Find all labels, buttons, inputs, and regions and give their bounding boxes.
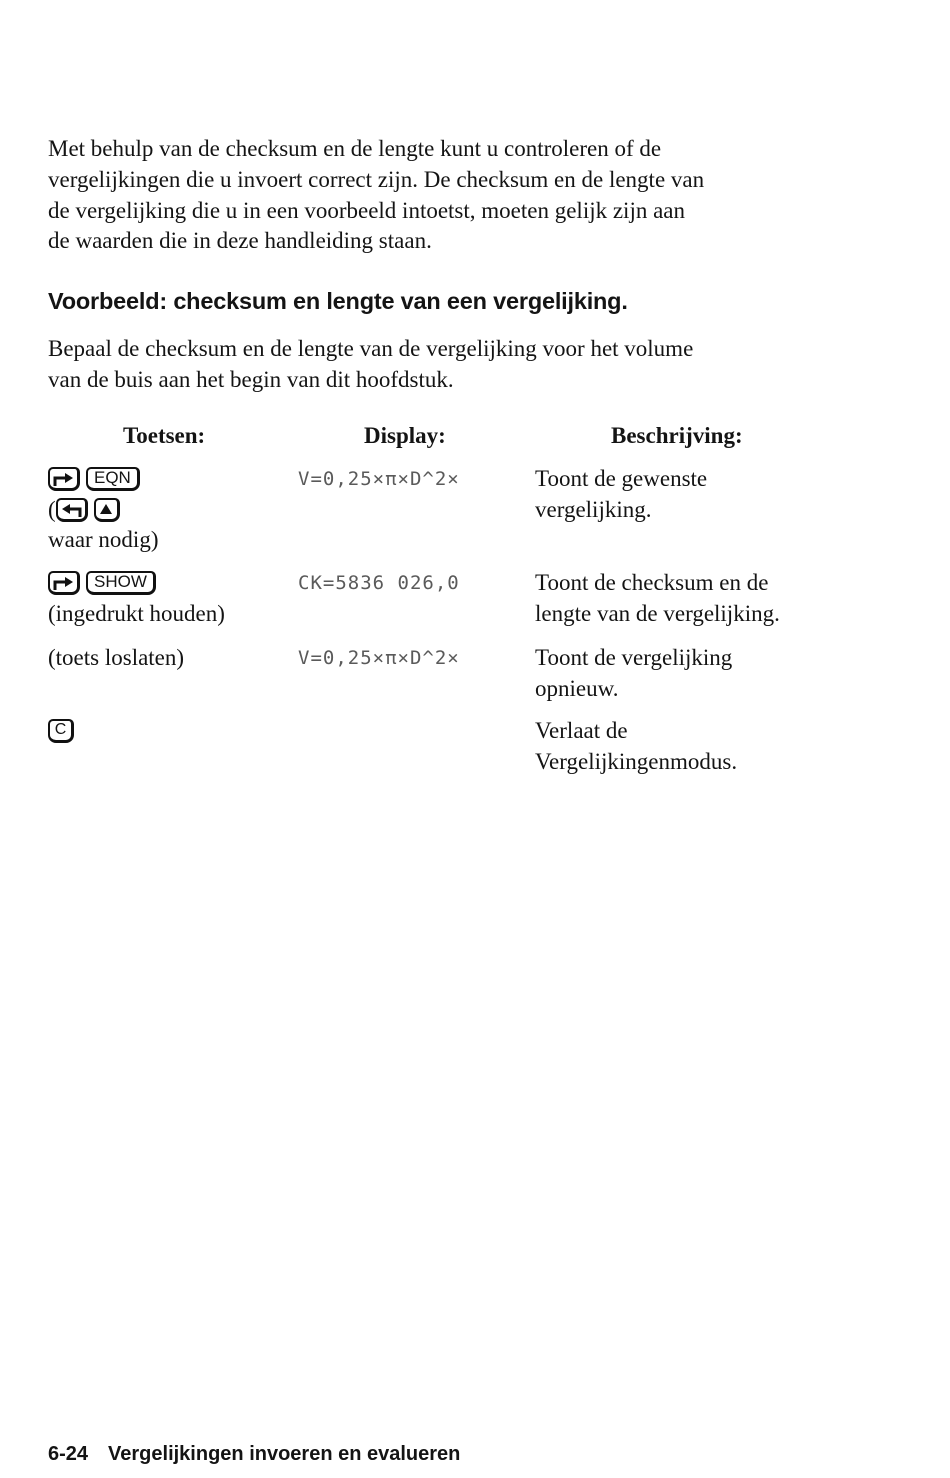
description-line: Verlaat de: [535, 718, 628, 743]
description-cell: [535, 568, 855, 629]
example-intro-paragraph: [48, 334, 848, 396]
description-line: Toont de vergelijking: [535, 645, 733, 670]
right-shift-key-icon: [48, 467, 80, 491]
example-intro-line: Bepaal de checksum en de lengte van de vergelijking voor het volume: [48, 336, 694, 361]
keys-cell: [48, 716, 74, 747]
keys-cell: [48, 643, 184, 674]
description-cell: [535, 643, 855, 704]
example-intro-line: van de buis aan het begin van dit hoofdstuk.: [48, 366, 454, 392]
up-arrow-key-icon: [94, 498, 120, 522]
right-shift-key-icon: [48, 571, 80, 595]
column-header-keys: Toetsen:: [123, 423, 206, 448]
show-key: SHOW: [86, 571, 156, 595]
eqn-key: EQN: [86, 467, 140, 491]
intro-line: Met behulp van de checksum en de lengte kunt u controleren of de: [48, 136, 662, 161]
keys-note: (toets loslaten): [48, 645, 185, 670]
intro-line: vergelijkingen die u invoert correct zijn. De checksum en de lengte van: [48, 166, 705, 192]
keys-cell: [48, 568, 225, 629]
column-header-description: Beschrijving:: [611, 423, 743, 448]
example-heading: Voorbeeld: checksum en lengte van een vergelijking.: [48, 288, 628, 314]
display-readout: V=0,25×π×D^2×: [298, 647, 460, 669]
description-line: lengte van de vergelijking.: [535, 600, 780, 626]
keys-note: waar nodig): [48, 527, 159, 552]
intro-line: de vergelijking die u in een voorbeeld intoetst, moeten gelijk zijn aan: [48, 197, 686, 223]
description-cell: [535, 716, 855, 777]
display-readout: V=0,25×π×D^2×: [298, 468, 460, 490]
description-cell: [535, 464, 855, 525]
left-shift-key-icon: [56, 498, 88, 522]
description-line: Toont de gewenste: [535, 466, 708, 491]
description-line: Vergelijkingenmodus.: [535, 748, 738, 774]
column-header-display: Display:: [364, 423, 446, 448]
description-line: vergelijking.: [535, 496, 652, 522]
display-readout: CK=5836 026,0: [298, 572, 460, 594]
chapter-title: Vergelijkingen invoeren en evalueren: [108, 1443, 461, 1465]
keys-note: (ingedrukt houden): [48, 600, 225, 626]
page-footer: [48, 1440, 460, 1468]
intro-paragraph: [48, 134, 848, 257]
page-number: 6-24: [48, 1443, 89, 1465]
keys-cell: EQN ( waar nodig): [48, 464, 159, 556]
description-line: Toont de checksum en de: [535, 570, 769, 595]
description-line: opnieuw.: [535, 675, 619, 701]
intro-line: de waarden die in deze handleiding staan.: [48, 228, 432, 254]
clear-key: C: [48, 719, 74, 743]
